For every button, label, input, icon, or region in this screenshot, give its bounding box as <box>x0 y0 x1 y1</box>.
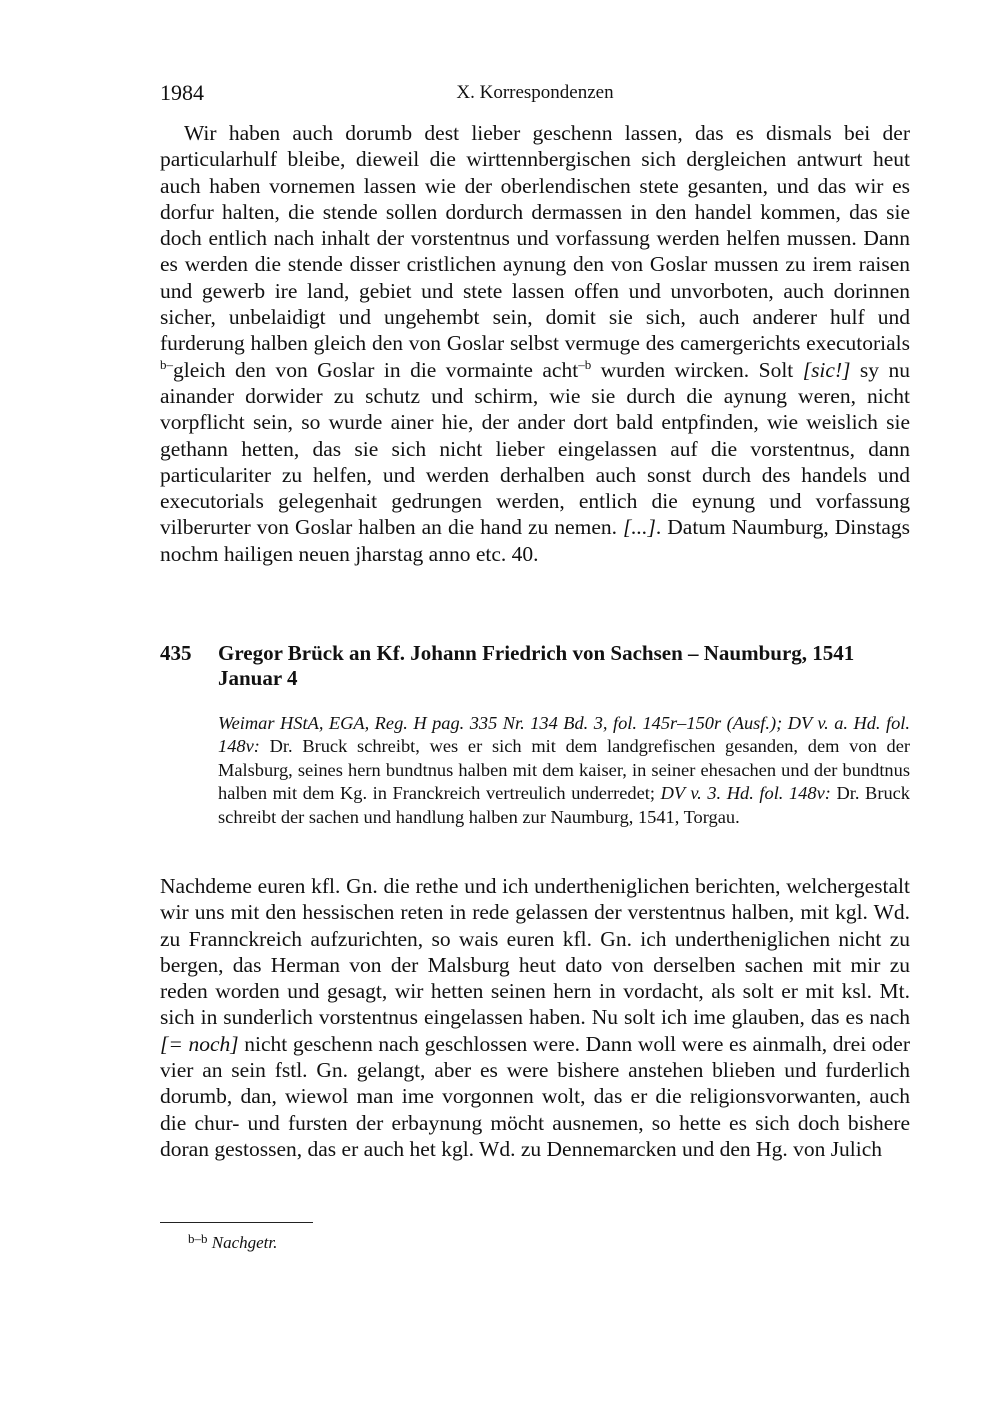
footnote-mark: b–b <box>188 1231 208 1246</box>
footnote-mark-close: –b <box>578 356 592 372</box>
para1-text-e: . Datum Naumburg, Dinstags nochm hailigen neuen jharstag anno etc. 40. <box>160 515 910 566</box>
body-paragraph-2 <box>160 873 910 1162</box>
editorial-note: [= noch] <box>160 1031 239 1056</box>
omission-mark: [...] <box>623 515 656 540</box>
source-summary-a: Dr. Bruck schreibt, wes er sich mit dem landgrefischen gesanden, dem von der Malsburg, seines hern bundtnus halben mit dem kaiser, in seiner ehesachen und der bundtnus halben mit dem Kg. in Franckreich vertreulich underredet; <box>218 736 910 804</box>
body-paragraph-1 <box>160 120 910 567</box>
running-title: X. Korrespondenzen <box>456 82 614 103</box>
para1-text-a: Wir haben auch dorumb dest lieber geschenn lassen, das es dismals bei der particularhulf bleibe, dieweil die wirttennbergischen sich dergleichen antwurt heut auch haben vornemen lassen wie der oberlendischen stete gesanten, und das wir es dorfur halten, die stende sollen dordurch dermassen in den handel kommen, das sie doch entlich nach inhalt der vorstentnus und vorfassung werden helfen mussen. Dann es werden die stende disser cristlichen aynung den von Goslar mussen zu irem raisen und gewerb ire land, gebiet und stete lassen offen und unvorboten, auch dorinnen sicher, unbelaidigt und ungehembt sein, domit sie sich, auch anderer hulf und furderung halben gleich den von Goslar selbst vermuge des camergerichts executorials <box>160 121 910 356</box>
para2-text-a: Nachdeme euren kfl. Gn. die rethe und ich undertheniglichen berichten, welchergestalt wir uns mit den hessischen reten in rede gelassen der verstentnus halben, mit kgl. Wd. zu Frannckreich aufzurichten, so wais euren kfl. Gn. ich undertheniglichen nicht zu bergen, das Herman von der Malsburg heut dato von derselben sachen mit mir zu reden worden und gesagt, wir hetten seinen hern in vordacht, als solt er mit ksl. Mt. sich in sunderlich vorstentnus eingelassen haben. Nu solt ich ime glauben, das es nach <box>160 874 910 1030</box>
para2-text-b: nicht geschenn nach geschlossen were. Dann woll were es ainmalh, drei oder vier an sein fstl. Gn. gelangt, aber es were bishere anstehen blieben und furderlich dorumb, dan, wiewol man ime vorgonnen wolt, das er die religionsvorwanten, auch die chur- und fursten der erbaynung möcht ausnemen, so hette es sich doch bishere doran gestossen, das er auch het kgl. Wd. zu Dennemarcken und den Hg. von Julich <box>160 1031 910 1161</box>
source-citation-a: Weimar HStA, EGA, Reg. H pag. 335 Nr. 134 Bd. 3, fol. 145r–150r (Ausf.); DV v. a. Hd. fol. 148v: <box>218 713 910 757</box>
footnote <box>188 1228 277 1254</box>
source-summary-b: Dr. Bruck schreibt der sachen und handlung halben zur Naumburg, 1541, Torgau. <box>218 783 910 827</box>
page-number: 1984 <box>160 80 204 105</box>
para1-text-c: wurden wircken. Solt <box>591 357 803 382</box>
letter-number: 435 <box>160 641 192 665</box>
para1-text-b: gleich den von Goslar in die vormainte acht <box>173 357 579 382</box>
footnote-rule <box>160 1222 313 1223</box>
running-head <box>160 80 910 108</box>
para1-text-d: sy nu ainander dorwider zu schutz und schirm, wie sie durch die aynung weren, nicht vorpflicht sein, so wurde ainer hie, der ander dort bald entpfinden, wie weislich sie gethann hetten, das sie sich nicht lieber eingelassen auf die vorstentnus, dann particulariter zu helfen, und werden derhalben auch sonst durch des handels und executorials gelegenhait gedrungen werden, entlich die eynung und vorfassung vilberurter von Goslar halben an die hand zu nemen. <box>160 357 910 540</box>
source-citation-b: DV v. 3. Hd. fol. 148v: <box>660 783 831 804</box>
footnote-mark-open: b– <box>160 356 173 372</box>
footnote-text: Nachgetr. <box>211 1233 278 1252</box>
letter-title: Gregor Brück an Kf. Johann Friedrich von Sachsen – Naumburg, 1541 Januar 4 <box>218 641 855 690</box>
source-note <box>218 712 910 829</box>
sic-note: [sic!] <box>802 357 851 382</box>
letter-heading <box>160 641 910 691</box>
